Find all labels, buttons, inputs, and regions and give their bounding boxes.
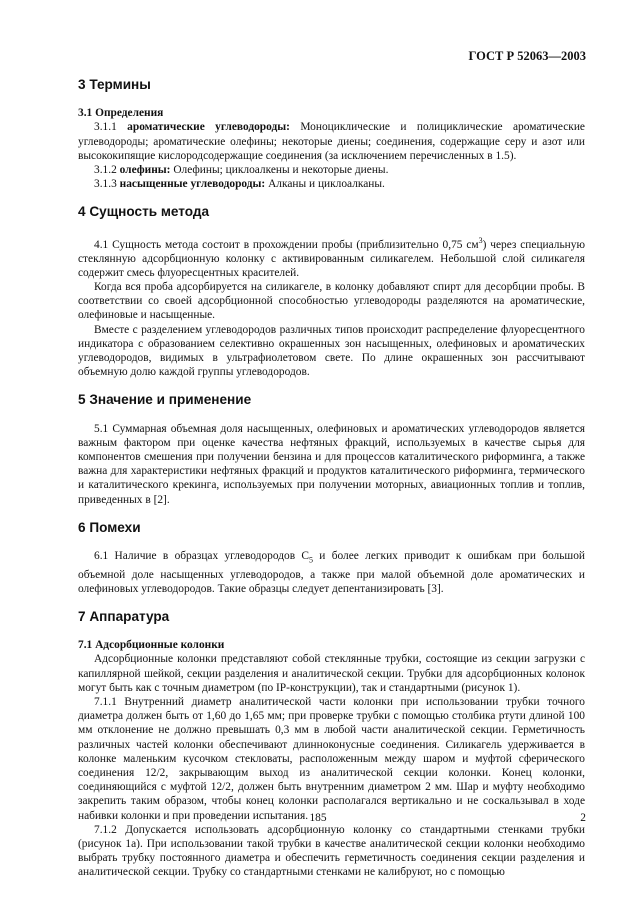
section-5-title: 5 Значение и применение [78, 392, 252, 408]
paragraph-7-1: Адсорбционные колонки представляют собой стеклянные трубки, состоящие из секции загрузки с капиллярной шейкой, секции разделения и аналитической секции. Трубки для адсорбционных колонок могут быть как с точным диаметром (по IP-конструкции), так и стандартными (рисунок 1). [78, 653, 585, 694]
section-6-title: 6 Помехи [78, 519, 141, 535]
document-header: ГОСТ Р 52063—2003 [468, 49, 586, 63]
subscript: 5 [308, 555, 313, 565]
term: олефины: [119, 164, 171, 177]
definition: Моноциклические и полициклические ароматические углеводороды; ароматические олефины; некоторые диены; соединения, содержащие серу и азот или высококипящие кислородсодержащие соединения (за исключением перечисленных в 1.5). [78, 121, 585, 162]
section-7-title: 7 Аппаратура [78, 608, 170, 624]
paragraph-3-1-2 [78, 163, 585, 177]
clause-number: 3.1.1 [94, 121, 128, 134]
text-part: ) через специальную стеклянную адсорбционную колонку с активированным силикагелем. Небольшой слой силикагеля содержит смесь флуоресцентных красителей. [78, 238, 585, 279]
paragraph-7-1-1: 7.1.1 Внутренний диаметр аналитической части колонки при использовании трубки точного диаметра должен быть от 1,60 до 1,65 мм; при проверке трубки с помощью столбика ртути длиной 100 мм отклонение не должно превышать 0,3 мм в любой части аналитической секции. Герметичность различных частей колонки обеспечивают длинноконусные соединения. Силикагель удерживается в колонке маленьким кусочком стекловаты, расположенным между шаром и муфтой сферического соединения 12/2, закрывающим выход из аналитической секции колонки. Конец колонки, соединяющийся с муфтой 12/2, должен быть внутренним диаметром 2 мм. Шар и муфту необходимо закрепить таким образом, чтобы конец колонки располагался вертикально и не соскальзывал в ходе набивки колонки и при проведении испытания. [78, 695, 585, 822]
subsection-3-1-title: 3.1 Определения [78, 107, 164, 120]
clause-number: 3.1.2 [94, 164, 120, 177]
definition: Алканы и циклоалканы. [265, 178, 385, 191]
document-number: 185 [309, 812, 327, 824]
document-body [78, 78, 585, 880]
text-part: 4.1 Сущность метода состоит в прохождении пробы (приблизительно 0,75 см [94, 238, 479, 251]
term: ароматические углеводороды: [127, 121, 290, 134]
section-3-title: 3 Термины [78, 77, 151, 92]
subsection-7-1-title: 7.1 Адсорбционные колонки [78, 639, 225, 652]
term: насыщенные углеводороды: [119, 178, 266, 191]
paragraph-7-1-2: 7.1.2 Допускается использовать адсорбционную колонку со стандартными стенками трубки (рисунок 1а). При использовании такой трубки в качестве аналитической секции колонки необходимо выбрать трубку постоянного диаметра и обеспечить герметичность соединения секции разделения и аналитической секции. Трубку со стандартными стенками не калибруют, но с помощью [78, 823, 585, 879]
superscript: 3 [478, 235, 483, 245]
paragraph-3-1-1 [78, 120, 585, 163]
paragraph-6-1 [78, 549, 585, 596]
text-part: и более легких приводит к ошибкам при большой объемной доле насыщенных углеводородов, а также при малой объемной доле ароматических и олефиновых углеводородов. Такие образцы следует депентанизировать [3]. [78, 550, 585, 595]
text-part: 6.1 Наличие в образцах углеводородов С [94, 550, 309, 563]
page-number: 2 [580, 812, 586, 824]
paragraph-3-1-3 [78, 177, 585, 191]
definition: Олефины; циклоалкены и некоторые диены. [170, 164, 389, 177]
paragraph-4-2: Когда вся проба адсорбируется на силикагеле, в колонку добавляют спирт для десорбции пробы. В соответствии со своей адсорбционной способностью углеводороды разделяются на ароматические, олефиновые и насыщенные. [78, 281, 585, 322]
section-4-title: 4 Сущность метода [78, 204, 210, 220]
paragraph-4-3: Вместе с разделением углеводородов различных типов происходит распределение флуоресцентного индикатора с образованием селективно окрашенных зон насыщенных, олефиновых и ароматических углеводородов, видимых в ультрафиолетовом свете. По длине окрашенных зон рассчитывают объемную долю каждой группы углеводородов. [78, 323, 585, 379]
paragraph-5-1: 5.1 Суммарная объемная доля насыщенных, олефиновых и ароматических углеводородов является важным фактором при оценке качества нефтяных фракций, используемых в качестве сырья для компонентов смешения при получении бензина и для процессов каталитического риформинга, а также важна для характеристики нефтяных фракций и продуктов каталитического риформинга, термического и каталитического крекинга, используемых при получении моторных, авиационных топлив и топлив, приведенных в [2]. [78, 422, 585, 506]
paragraph-4-1 [78, 234, 585, 280]
clause-number: 3.1.3 [94, 178, 120, 191]
